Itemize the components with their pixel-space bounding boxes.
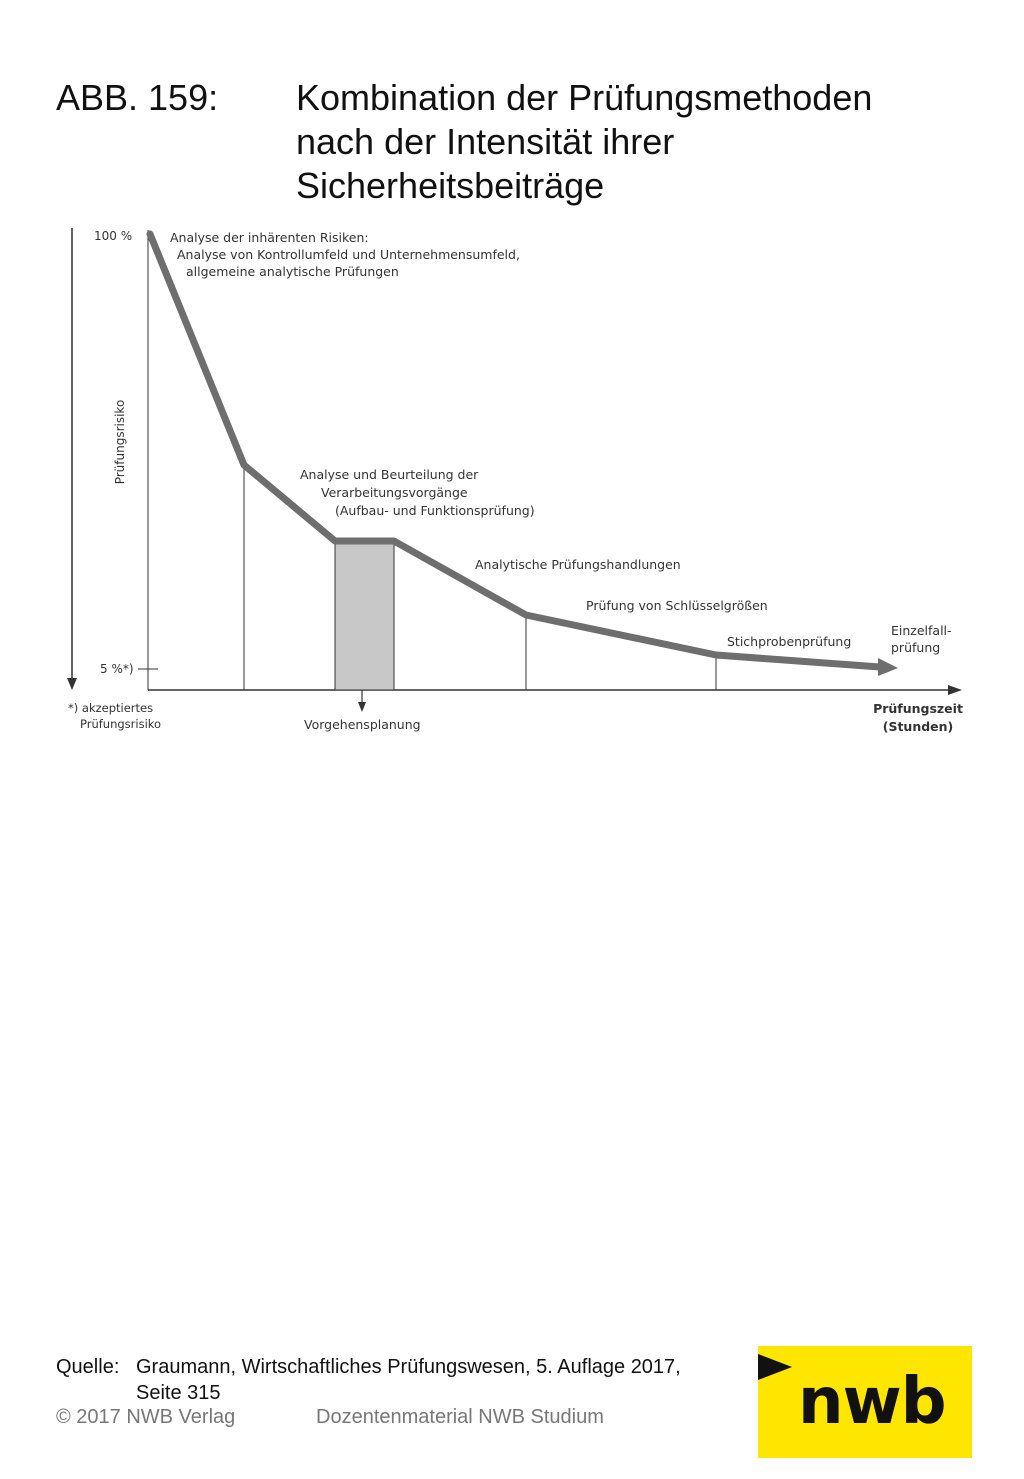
y-axis-label: Prüfungsrisiko [113,399,127,485]
phase2-label-line: Verarbeitungsvorgänge [321,485,468,500]
material-text: Dozentenmaterial NWB Studium [316,1406,604,1428]
phase5-label: Stichprobenprüfung [727,634,852,649]
planning-arrowhead [358,702,366,712]
footnote-line: *) akzeptiertes [68,701,154,715]
figure-number: ABB. 159: [56,77,219,118]
copyright-text: © 2017 NWB Verlag [56,1406,236,1428]
y-bottom-label: 5 %*) [100,662,134,676]
source-prefix: Quelle: [56,1356,120,1378]
title-line: Sicherheitsbeiträge [296,165,605,206]
x-axis-label-line: Prüfungszeit [873,701,963,716]
source-citation [56,1354,681,1406]
title-line: nach der Intensität ihrer [296,121,675,162]
risk-curve [150,234,880,667]
phase1-label-line: allgemeine analytische Prüfungen [186,264,399,279]
phase6-label-line: prüfung [891,640,941,655]
footnote-line: Prüfungsrisiko [80,717,162,731]
phase2-label-line: (Aufbau- und Funktionsprüfung) [335,503,535,518]
y-top-label: 100 % [94,229,133,243]
planning-label: Vorgehensplanung [304,717,421,732]
source-page: Seite 315 [136,1382,221,1404]
logo-text: nwb [798,1365,946,1439]
phase6-label-line: Einzelfall- [891,623,952,638]
nwb-logo [758,1346,972,1458]
phase3-label: Analytische Prüfungshandlungen [475,557,681,572]
phase1-label-line: Analyse von Kontrollumfeld und Unternehmensumfeld, [177,247,520,262]
planning-box [335,541,394,690]
time-axis-arrowhead [948,685,962,695]
risk-axis-arrowhead [67,678,77,690]
x-axis-label-line: (Stunden) [882,719,954,734]
phase1-label-line: Analyse der inhärenten Risiken: [170,230,369,245]
phase2-label-line: Analyse und Beurteilung der [300,467,479,482]
phase4-label: Prüfung von Schlüsselgrößen [586,598,768,613]
risk-curve-arrowhead [878,658,898,676]
title-line: Kombination der Prüfungsmethoden [296,77,873,118]
source-line: Graumann, Wirtschaftliches Prüfungswesen, 5. Auflage 2017, [136,1356,681,1378]
